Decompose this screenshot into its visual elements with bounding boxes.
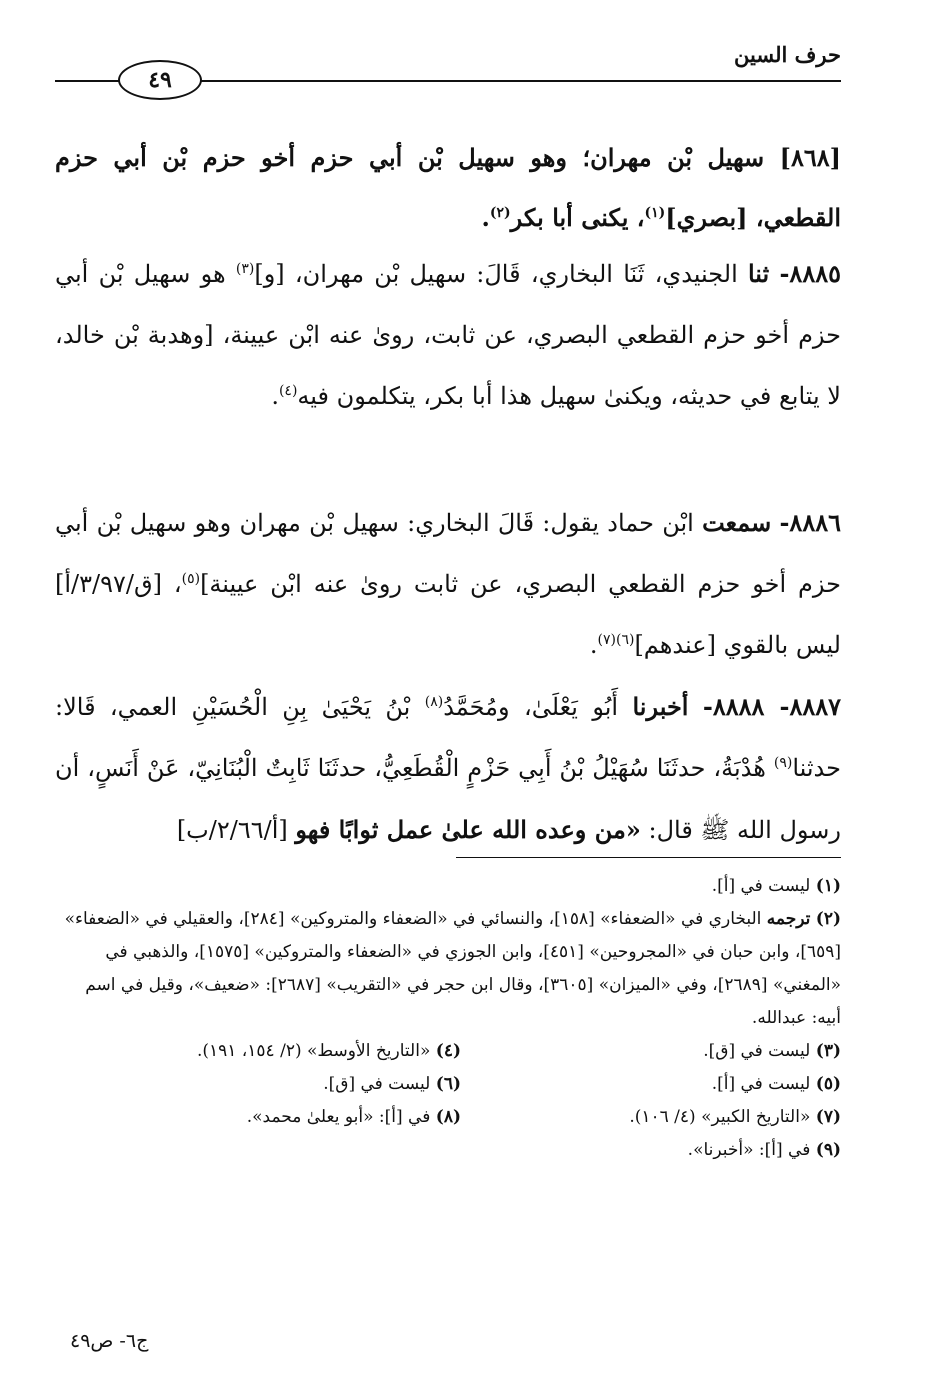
footnote-number: (٩): [815, 1140, 841, 1160]
footnote-8: [81, 1101, 461, 1134]
footnote-1: [55, 870, 841, 903]
footnote-row: [55, 1068, 841, 1101]
hadith-text: ابْن حماد يقول: قَالَ البخاري: سهيل بْن مهران وهو سهيل بْن أبي حزم أخو حزم القطعي البصري، عن ثابت روىٰ عنه ابْن عيينة]: [55, 509, 841, 598]
footnote-number: (٨): [435, 1107, 461, 1127]
footnote-number: (٣): [815, 1041, 841, 1061]
footnote-3: [461, 1035, 841, 1068]
hadith-text: بْنُ يَحْيَىٰ بِنِ الْحُسَيْنِ العمي، قَالا: حدثنا: [55, 693, 841, 782]
hadith-paragraph: [55, 676, 841, 861]
footnote-number: (٤): [435, 1041, 461, 1061]
hadith-number: ٨٨٨٦-: [779, 508, 841, 537]
manuscript-ref: [أ/٢/٦٦/ب]: [176, 816, 288, 844]
hadith-paragraph: [55, 492, 841, 676]
footnote-text: «التاريخ الأوسط» (٢/ ١٥٤، ١٩١).: [196, 1041, 431, 1061]
footnote-7: [461, 1101, 841, 1134]
footnote-text: ليست في [ق].: [703, 1041, 811, 1061]
hadith-quote: «من وعده الله علىٰ عمل ثوابًا فهو: [295, 815, 641, 844]
footnote-text: البخاري في «الضعفاء» [١٥٨]، والنسائي في «الضعفاء والمتروكين» [٢٨٤]، والعقيلي في «الضعفاء» [٦٥٩]، وابن حبان في «المجروحين» [٤٥١]، وابن الجوزي في «الضعفاء والمتروكين» [١٥٧٥]، والذهبي في «المغني» [٢٦٨٩]، وفي «الميزان» [٣٦٠٥]، وقال ابن حجر في «التقريب» [٢٦٨٧]: «ضعيف»، وقيل في اسم أبيه: عبدالله.: [64, 909, 841, 1028]
footnote-4: [81, 1035, 461, 1068]
footnote-2: [55, 903, 841, 1035]
footnote-6: [81, 1068, 461, 1101]
footnote-number: (٧): [815, 1107, 841, 1127]
footnote-text: ليست في [ق].: [323, 1074, 431, 1094]
footnote-ref: (٣): [235, 261, 255, 277]
entry-heading-text: [٨٦٨] سهيل بْن مهران؛ وهو سهيل بْن أبي حزم أخو حزم بْن أبي حزم القطعي، [بصري]: [55, 143, 841, 232]
footnotes: [55, 870, 841, 1167]
footnote-ref: (٦)(٧): [597, 632, 635, 648]
footnote-text: ليست في [أ].: [711, 876, 811, 896]
entry-heading: [55, 128, 841, 248]
hadith-text: ، [ق/٣/٩٧/أ] ليس بالقوي [عندهم]: [55, 570, 841, 659]
footnote-9: [55, 1134, 841, 1167]
footnote-number: (٢): [815, 909, 841, 929]
hadith-paragraph: [55, 243, 841, 427]
footnote-number: (٥): [815, 1074, 841, 1094]
hadith-text: الجنيدي، ثَنَا البخاري، قَالَ: سهيل بْن مهران، [و]: [254, 260, 738, 288]
hadith-lead-word: سمعت: [702, 508, 772, 537]
hadith-text: أَبُو يَعْلَىٰ، ومُحَمَّدُ: [443, 693, 619, 721]
footnote-ref: (٩): [773, 755, 793, 771]
footnote-number: (٦): [435, 1074, 461, 1094]
footnote-row: [55, 1035, 841, 1068]
footnote-text: في [أ]: «أخبرنا».: [687, 1140, 811, 1160]
footnote-text: «التاريخ الكبير» (٤/ ١٠٦).: [629, 1107, 811, 1127]
footnote-rule: [456, 857, 841, 858]
footnote-5: [461, 1068, 841, 1101]
hadith-text: هو سهيل بْن أبي حزم أخو حزم القطعي البصري، عن ثابت، روىٰ عنه ابْن عيينة، [وهدبة بْن خالد، لا يتابع في حديثه، ويكنىٰ سهيل هذا أبا بكر، يتكلمون فيه: [55, 260, 842, 410]
hadith-lead-word: أخبرنا: [632, 692, 689, 721]
footnote-ref: (٥): [181, 571, 201, 587]
hadith-text: هُدْبَةُ، حدثَنَا سُهَيْلُ بْنُ أَبِي حَزْمٍ الْقُطَعِيُّ، حدثَنَا ثَابِتٌ الْبُنَانِيّ، عَنْ أَنَسٍ، أن رسول الله ﷺ قال:: [55, 754, 841, 844]
running-title: حرف السين: [734, 42, 841, 67]
hadith-text: .: [589, 631, 598, 659]
footnote-ref: (١): [644, 205, 666, 221]
footnote-text: في [أ]: «أبو يعلىٰ محمد».: [246, 1107, 431, 1127]
footnote-ref: (٨): [424, 694, 444, 710]
footnote-lead-word: ترجمه: [766, 909, 811, 929]
footnote-ref: (٤): [278, 383, 298, 399]
footnote-ref: (٢): [489, 205, 511, 221]
volume-page-reference: ج٦- ص٤٩: [70, 1330, 149, 1352]
footnote-text: ليست في [أ].: [711, 1074, 811, 1094]
hadith-number: ٨٨٨٥-: [779, 259, 841, 288]
hadith-lead-word: ثنا: [747, 259, 770, 288]
page-number-oval: [118, 60, 202, 100]
footnote-row: [55, 1101, 841, 1134]
entry-heading-end: .: [481, 203, 490, 232]
entry-heading-mid: ، يكنى أبا بكر: [510, 203, 645, 232]
footnote-number: (١): [815, 876, 841, 896]
hadith-number: ٨٨٨٧- ٨٨٨٨-: [702, 692, 842, 721]
hadith-text: .: [271, 382, 279, 410]
page-number: ٤٩: [148, 67, 172, 93]
